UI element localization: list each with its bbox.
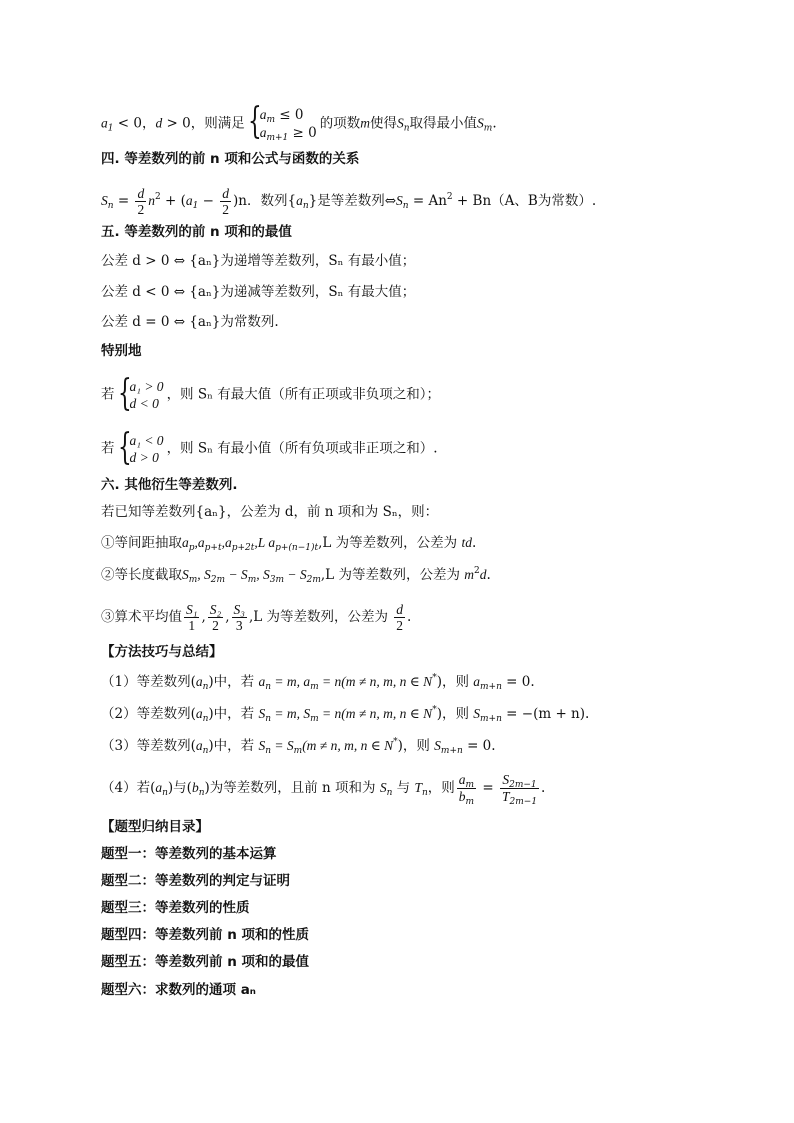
text: )中，若	[208, 738, 259, 754]
math: S	[101, 193, 108, 208]
math: a	[155, 780, 163, 795]
numerator: d	[396, 602, 404, 617]
text: )，则	[436, 706, 474, 722]
math: m	[360, 115, 370, 131]
condition-line	[101, 101, 497, 143]
math-sub: n	[402, 201, 409, 211]
math: S	[477, 115, 484, 131]
math-sub: m	[483, 123, 493, 134]
fraction	[220, 186, 231, 217]
type-item-6: 题型六：求数列的通项 aₙ	[101, 982, 256, 998]
math: = 0.	[501, 674, 535, 690]
math: a	[259, 107, 267, 122]
text: < 0，	[113, 115, 156, 132]
fraction	[208, 602, 223, 633]
math-sup: *	[432, 705, 437, 715]
math: b	[191, 780, 199, 795]
tip-3	[101, 737, 496, 755]
math-sub: n	[386, 788, 393, 798]
numerator: S₁	[186, 602, 198, 617]
math: S	[396, 193, 403, 208]
equal-length-line	[101, 566, 491, 584]
text: }是等差数列⇔	[308, 193, 397, 209]
equation-system: { $a_m \le 0$ $a_{m+1} \ge 0$	[247, 101, 317, 143]
text: 与	[392, 780, 415, 796]
fraction	[184, 602, 199, 633]
math-a: a	[101, 115, 108, 131]
text: （2）等差数列(	[101, 706, 196, 722]
type-item-5: 题型五：等差数列前 n 项和的最值	[101, 954, 310, 970]
math: d > 0	[129, 450, 159, 465]
numerator: d	[137, 186, 145, 201]
text: )中，若	[208, 674, 259, 690]
math: a	[195, 706, 203, 721]
decreasing-line: 公差 d < 0 ⇔ {aₙ}为递减等差数列，Sₙ 有最大值；	[101, 284, 416, 300]
equal-interval-line	[101, 534, 476, 552]
math-sub: n	[265, 682, 272, 692]
math: a₁ > 0	[129, 379, 164, 394]
math-sub: m	[310, 682, 319, 692]
text: .	[471, 535, 477, 551]
math-sup: *	[432, 673, 437, 683]
math: S	[258, 706, 266, 721]
math-sub: 2m−1	[509, 780, 537, 790]
math-sub: n	[202, 746, 209, 756]
arith-mean-line: ③算术平均值 $\frac{\text{S₁}}{1}$ , $\frac{\text{S₂}}{2}$ , $\frac{\text{S₃}}{3}$ ,L 为等差数列，公差为 $\frac{d}{2}$ .	[101, 602, 412, 633]
text: 取得最小值	[409, 115, 478, 132]
math: , S	[256, 567, 270, 582]
math-sub: p+2t	[231, 543, 255, 553]
math: a	[296, 193, 303, 208]
text: ①等间距抽取	[101, 535, 182, 551]
math-sub: p+t	[204, 543, 222, 553]
type-item-3: 题型三：等差数列的性质	[101, 900, 250, 916]
special-heading: 特别地	[101, 343, 142, 359]
text: （3）等差数列(	[101, 738, 196, 754]
math-d: d	[155, 115, 163, 131]
math-sub: 2m	[210, 575, 226, 585]
text: > 0，则满足	[162, 115, 245, 132]
math: ,a	[221, 535, 232, 550]
fraction	[232, 602, 247, 633]
given-line: 若已知等差数列{aₙ}，公差为 d，前 n 项和为 Sₙ，则：	[101, 504, 439, 520]
math-sub: p	[188, 543, 195, 553]
math: = −(m + n).	[501, 706, 590, 722]
text: ③算术平均值	[101, 609, 182, 625]
math: S	[258, 738, 266, 753]
math: =	[478, 780, 498, 796]
math-sup: *	[393, 737, 398, 747]
section-heading-4: 四. 等差数列的前 n 项和公式与函数的关系	[101, 151, 360, 167]
math-sup: 2	[473, 566, 480, 576]
math: td	[461, 535, 472, 550]
fraction	[394, 602, 405, 633]
math: = n(m ≠ n, m, n ∈ N	[318, 674, 433, 689]
numerator: S₂	[209, 602, 222, 617]
math-sub: n	[403, 123, 410, 134]
math: T	[502, 789, 510, 804]
text: .	[541, 780, 546, 796]
math: S	[397, 115, 404, 131]
math-sub: m+1	[266, 133, 289, 143]
math-sub: m	[293, 746, 303, 756]
math: S	[502, 772, 510, 787]
math-sub: p+(n−1)t	[275, 543, 319, 553]
math: d < 0	[129, 396, 159, 411]
text: ②等长度截取	[101, 567, 182, 583]
math: S	[434, 738, 441, 753]
math-sub: n	[107, 201, 114, 211]
sum-formula-line	[101, 186, 596, 217]
math: = 0.	[462, 738, 496, 754]
math: = m, S	[271, 706, 311, 721]
math-sub: m	[310, 714, 319, 724]
math: ≥ 0	[288, 125, 317, 141]
math-sub: n	[265, 714, 272, 724]
math-sub: m	[188, 575, 198, 585]
math-sub: m+n	[480, 682, 502, 692]
math: m	[464, 567, 474, 582]
max-condition-line	[101, 373, 440, 414]
math: a	[258, 674, 266, 689]
math-sub: m	[465, 780, 475, 790]
math-sub: n	[202, 714, 209, 724]
text: 的项数	[319, 115, 361, 132]
math-sub: n	[162, 788, 168, 798]
text: )，则	[436, 674, 474, 690]
math: ,L a	[254, 535, 276, 550]
section-heading-5: 五. 等差数列的前 n 项和的最值	[101, 224, 292, 240]
text: 使得	[370, 115, 397, 132]
math: = m, a	[271, 674, 311, 689]
math: −	[198, 193, 219, 209]
text: .	[407, 609, 412, 625]
denominator: 2	[137, 202, 145, 217]
math: = An	[408, 193, 447, 209]
constant-line: 公差 d = 0 ⇔ {aₙ}为常数列.	[101, 314, 279, 330]
text: .	[492, 115, 497, 132]
text: ,L 为等差数列，公差为	[318, 535, 462, 551]
text: )为等差数列，且前 n 项和为	[204, 780, 380, 796]
math: a	[195, 674, 203, 689]
type-item-1: 题型一：等差数列的基本运算	[101, 846, 277, 862]
math-sub: m+n	[440, 746, 463, 756]
text: ，则	[427, 780, 455, 796]
equation-system: { a₁ < 0 d > 0	[117, 427, 164, 468]
text: （1）等差数列(	[101, 674, 196, 690]
math: S	[182, 567, 189, 582]
denominator: 3	[235, 618, 243, 633]
math-sub: n	[422, 788, 428, 798]
math: n	[148, 193, 155, 208]
tips-heading: 【方法技巧与总结】	[101, 644, 223, 660]
math: ,a	[194, 535, 205, 550]
tip-2	[101, 705, 589, 723]
math-sub: 2m	[306, 575, 321, 585]
text: ，则 Sₙ 有最小值（所有负项或非正项之和）.	[166, 440, 438, 457]
math: , S	[197, 567, 211, 582]
text: 若	[101, 386, 115, 403]
math-sub: n	[202, 682, 209, 692]
math: − S	[284, 567, 307, 582]
math: a	[259, 125, 267, 140]
text: 若	[101, 440, 115, 457]
tip-1	[101, 673, 535, 691]
fraction	[457, 772, 476, 805]
text: )中，若	[208, 706, 259, 722]
numerator: d	[222, 186, 229, 201]
math-sub: 1	[192, 201, 199, 211]
math: − S	[225, 567, 248, 582]
math-sub: 3m	[269, 575, 284, 585]
section-heading-6: 六. 其他衍生等差数列.	[101, 477, 238, 493]
increasing-line: 公差 d > 0 ⇔ {aₙ}为递增等差数列，Sₙ 有最小值；	[101, 253, 416, 269]
fraction	[500, 772, 539, 805]
math: = S	[271, 738, 294, 753]
math: a	[182, 535, 189, 550]
math-sup: 2	[154, 192, 161, 202]
math: S	[379, 780, 387, 795]
math-sub: m	[247, 575, 257, 585]
type-item-4: 题型四：等差数列前 n 项和的性质	[101, 927, 310, 943]
math-sub: 1	[107, 123, 114, 134]
tip-4	[101, 772, 545, 805]
min-condition-line	[101, 427, 438, 468]
text: ,L 为等差数列，公差为	[320, 567, 465, 583]
math-sup: 2	[446, 192, 453, 202]
math: a	[195, 738, 203, 753]
math: + (	[160, 193, 186, 209]
math: T	[414, 780, 422, 795]
text: .	[486, 567, 491, 583]
types-heading: 【题型归纳目录】	[101, 819, 209, 835]
denominator: 1	[188, 618, 196, 633]
text: )与(	[167, 780, 192, 796]
math-sub: m	[266, 115, 275, 125]
equation-system: { a₁ > 0 d < 0	[117, 373, 164, 414]
math-sub: n	[198, 788, 205, 798]
math: S	[473, 706, 480, 721]
text: ，则 Sₙ 有最大值（所有正项或非负项之和）；	[166, 386, 440, 403]
math-sub: n	[265, 746, 272, 756]
math: (m ≠ n, m, n ∈ N	[302, 738, 394, 753]
math: d	[479, 567, 487, 582]
math: a₁ < 0	[129, 433, 164, 448]
math: b	[458, 789, 466, 804]
denominator: 2	[396, 618, 404, 633]
numerator: S₃	[233, 602, 245, 617]
text: + Bn（A、B为常数）.	[452, 193, 597, 209]
text: )，则	[397, 738, 435, 754]
math: = n(m ≠ n, m, n ∈ N	[318, 706, 433, 721]
math: a	[473, 674, 480, 689]
math-sub: m	[465, 797, 475, 807]
text: ,L 为等差数列，公差为	[248, 609, 393, 625]
math-sub: 2m−1	[509, 797, 538, 807]
type-item-2: 题型二：等差数列的判定与证明	[101, 873, 290, 889]
text: （4）若(	[101, 780, 156, 796]
denominator: 2	[212, 618, 219, 633]
math: a	[458, 772, 466, 787]
fraction	[135, 186, 146, 217]
math: ≤ 0	[275, 107, 304, 123]
math-sub: m+n	[480, 714, 502, 724]
math: a	[185, 193, 193, 208]
text: )n．数列{	[233, 193, 297, 209]
math-sub: n	[302, 201, 309, 211]
denominator: 2	[222, 202, 229, 217]
math: =	[113, 193, 134, 209]
